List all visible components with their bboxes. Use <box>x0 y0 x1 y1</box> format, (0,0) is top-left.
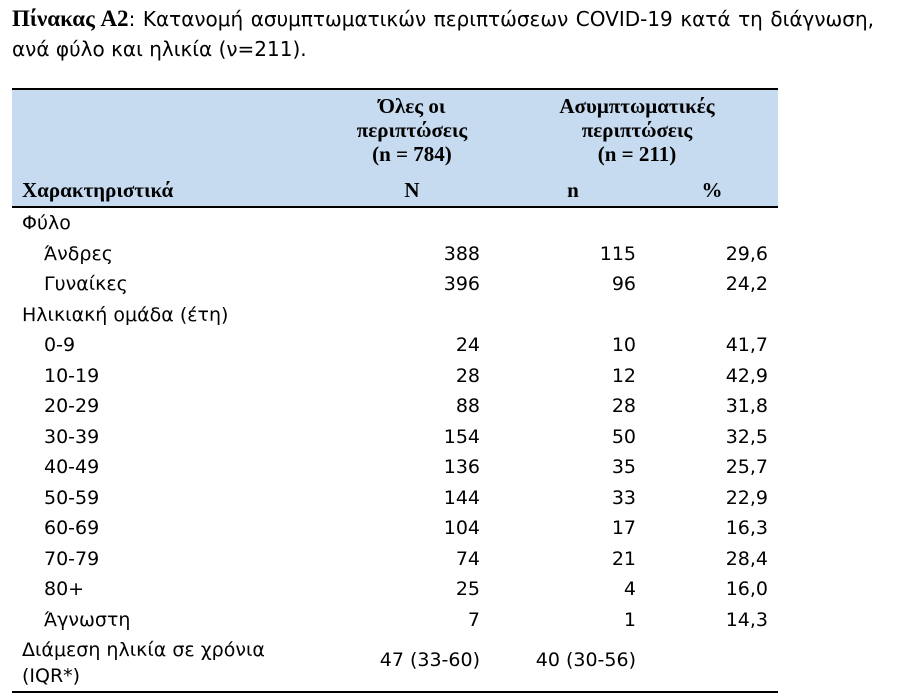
header-characteristics: Χαρακτηριστικά <box>22 178 174 202</box>
cell-asym-n: 28 <box>611 395 636 417</box>
table-body <box>12 208 778 693</box>
cell-all-cases: 136 <box>443 456 480 478</box>
cell-all-cases: 154 <box>443 425 480 448</box>
cell-all-cases: 25 <box>455 578 480 600</box>
cell-asym-n: 4 <box>623 578 636 600</box>
table-row <box>12 483 778 514</box>
cell-all-cases: 74 <box>455 547 480 570</box>
cell-all-cases: 28 <box>455 364 480 387</box>
table-row <box>12 422 778 453</box>
row-label: 10-19 <box>44 364 100 387</box>
row-label: 60-69 <box>44 517 100 539</box>
cell-asym-n: 17 <box>611 517 636 539</box>
table-row <box>12 330 778 361</box>
cell-all-cases: 7 <box>467 608 480 631</box>
cell-all-cases: 47 (33-60) <box>379 649 480 671</box>
cell-asym-n: 12 <box>611 364 636 387</box>
table-row-median-age <box>12 635 778 693</box>
cell-asym-n: 21 <box>611 547 636 570</box>
caption-label: Πίνακας Α2 <box>12 6 129 31</box>
cell-asym-pct: 16,3 <box>725 517 768 539</box>
cell-asym-pct: 24,2 <box>725 273 768 295</box>
table-row <box>12 300 778 331</box>
cell-asym-n: 1 <box>623 608 636 631</box>
cell-asym-n: 40 (30-56) <box>535 649 636 671</box>
row-label: 0-9 <box>44 334 76 356</box>
header-all-cases: Όλες οι περιπτώσεις (n = 784) <box>356 94 468 166</box>
cell-asym-pct: 28,4 <box>725 547 768 570</box>
row-label: 30-39 <box>44 425 100 448</box>
row-label: Γυναίκες <box>44 273 128 295</box>
table-row <box>12 208 778 239</box>
cell-all-cases: 24 <box>455 334 480 356</box>
cell-asym-pct: 31,8 <box>725 395 768 417</box>
row-label: 70-79 <box>44 547 100 570</box>
table-row <box>12 574 778 605</box>
cell-asym-n: 35 <box>611 456 636 478</box>
cell-asym-n: 50 <box>611 425 636 448</box>
row-label: Άγνωστη <box>44 608 131 631</box>
row-label: Ηλικιακή ομάδα (έτη) <box>22 303 229 326</box>
table-header <box>12 88 778 208</box>
cell-all-cases: 388 <box>443 242 480 265</box>
cell-all-cases: 396 <box>443 273 480 295</box>
table-row <box>12 605 778 636</box>
caption-text: : Κατανομή ασυμπτωματικών περιπτώσεων COVID-19 κατά τη διάγνωση, ανά φύλο και ηλικία (ν=211). <box>12 7 874 61</box>
table-row <box>12 452 778 483</box>
cell-asym-n: 33 <box>611 486 636 509</box>
cell-asym-pct: 29,6 <box>725 242 768 265</box>
cell-asym-pct: 25,7 <box>725 456 768 478</box>
row-label: Διάμεση ηλικία σε χρόνια (IQR*) <box>22 639 265 687</box>
cell-asym-pct: 32,5 <box>725 425 768 448</box>
cell-asym-n: 115 <box>599 242 636 265</box>
cell-asym-n: 96 <box>611 273 636 295</box>
header-n: n <box>567 178 579 202</box>
row-label: 50-59 <box>44 486 100 509</box>
cell-asym-pct: 42,9 <box>725 364 768 387</box>
data-table <box>12 88 778 693</box>
row-label: Άνδρες <box>44 242 113 265</box>
cell-asym-n: 10 <box>611 334 636 356</box>
row-label: 80+ <box>44 578 85 600</box>
row-label: 20-29 <box>44 395 100 417</box>
table-row <box>12 513 778 544</box>
cell-all-cases: 88 <box>455 395 480 417</box>
table-row <box>12 544 778 575</box>
cell-all-cases: 104 <box>443 517 480 539</box>
cell-asym-pct: 41,7 <box>725 334 768 356</box>
table-row <box>12 239 778 270</box>
row-label: Φύλο <box>22 212 71 234</box>
cell-asym-pct: 22,9 <box>725 486 768 509</box>
header-N: N <box>404 178 420 202</box>
cell-all-cases: 144 <box>443 486 480 509</box>
cell-asym-pct: 16,0 <box>725 578 768 600</box>
header-asymptomatic: Ασυμπτωματικές περιπτώσεις (n = 211) <box>559 94 715 166</box>
table-caption <box>12 4 874 64</box>
table-row <box>12 361 778 392</box>
header-percent: % <box>701 178 723 202</box>
table-row <box>12 269 778 300</box>
cell-asym-pct: 14,3 <box>725 608 768 631</box>
row-label: 40-49 <box>44 456 100 478</box>
table-row <box>12 391 778 422</box>
